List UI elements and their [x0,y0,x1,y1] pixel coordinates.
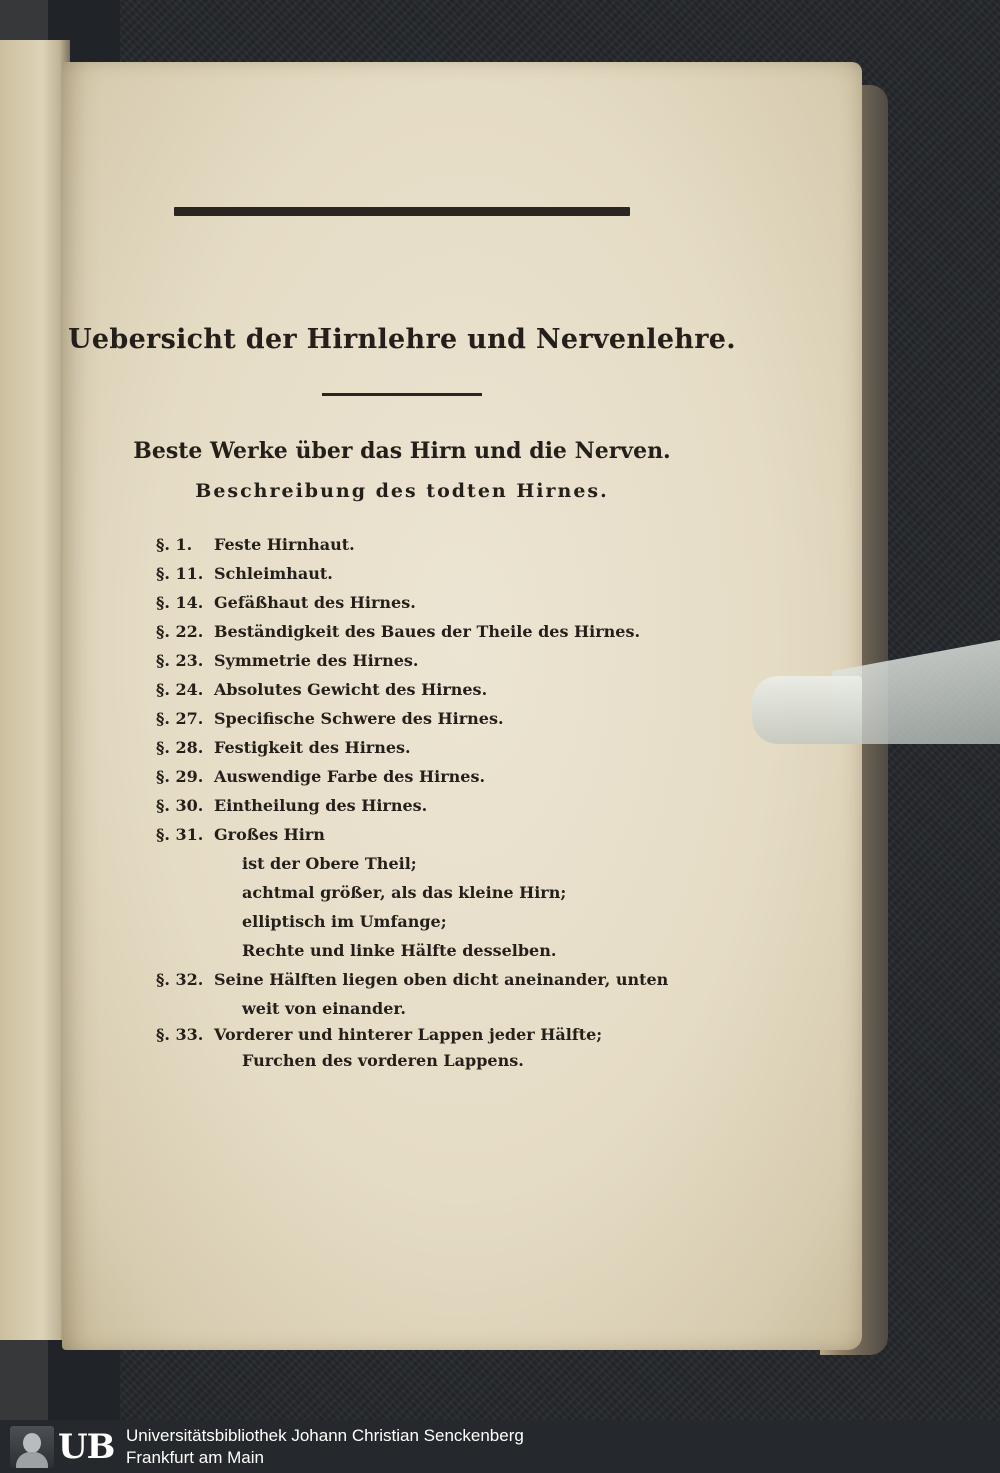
list-item [156,1022,602,1048]
section-number: §. 24. [156,680,204,699]
list-item [156,561,333,587]
entry-text: Absolutes Gewicht des Hirnes. [214,680,488,699]
section-number: §. 33. [156,1025,204,1044]
section-number: §. 30. [156,796,204,815]
list-item [156,532,355,558]
book-page [62,62,862,1350]
library-logo: UB [58,1427,115,1467]
entry-continuation: Rechte und linke Hälfte desselben. [242,941,557,960]
entry-text: Festigkeit des Hirnes. [214,738,411,757]
section-subtitle: Beste Werke über das Hirn und die Nerven. [133,438,671,464]
section-heading: Beschreibung des todten Hirnes. [195,480,609,502]
entry-continuation: achtmal größer, als das kleine Hirn; [242,883,567,902]
section-number: §. 23. [156,651,204,670]
list-item [156,793,427,819]
list-item [156,619,640,645]
entry-text: Vorderer und hinterer Lappen jeder Hälfte; [214,1025,603,1044]
section-number: §. 14. [156,593,204,612]
section-number: §. 32. [156,970,204,989]
entry-continuation: weit von einander. [242,999,406,1018]
page-holder-clip [752,640,1000,744]
list-item [156,706,504,732]
section-number: §. 31. [156,825,204,844]
entry-continuation: Furchen des vorderen Lappens. [242,1051,524,1070]
holder-tip [752,676,862,744]
entry-continuation: ist der Obere Theil; [242,854,417,873]
entry-text: Beständigkeit des Baues der Theile des Hirnes. [214,622,641,641]
section-number: §. 28. [156,738,204,757]
section-number: §. 27. [156,709,204,728]
entry-text: Schleimhaut. [214,564,333,583]
title-divider [322,393,482,396]
list-item [156,648,419,674]
top-ornament-rule [174,207,630,216]
entry-text: Eintheilung des Hirnes. [214,796,428,815]
section-number: §. 29. [156,767,204,786]
entry-text: Symmetrie des Hirnes. [214,651,419,670]
entry-text: Auswendige Farbe des Hirnes. [214,767,486,786]
entry-text: Großes Hirn [214,825,325,844]
list-item [156,677,487,703]
section-number: §. 11. [156,564,204,583]
list-item [156,735,411,761]
list-item [156,590,416,616]
list-item [156,822,325,848]
section-number: §. 22. [156,622,204,641]
entry-text: Seine Hälften liegen oben dicht aneinander, unten [214,970,669,989]
entry-text: Gefäßhaut des Hirnes. [214,593,416,612]
list-item [156,967,668,993]
entry-text: Specifische Schwere des Hirnes. [214,709,504,728]
list-item [156,764,485,790]
institution-name: Universitätsbibliothek Johann Christian Senckenberg [126,1426,524,1445]
entry-continuation: elliptisch im Umfange; [242,912,447,931]
entry-text: Feste Hirnhaut. [214,535,355,554]
institution-location: Frankfurt am Main [126,1448,264,1467]
footer-bar [0,1420,1000,1473]
portrait-logo-icon [10,1426,54,1468]
page-title: Uebersicht der Hirnlehre und Nervenlehre. [68,324,736,355]
section-number: §. 1. [156,535,193,554]
left-page-edge [0,40,70,1340]
